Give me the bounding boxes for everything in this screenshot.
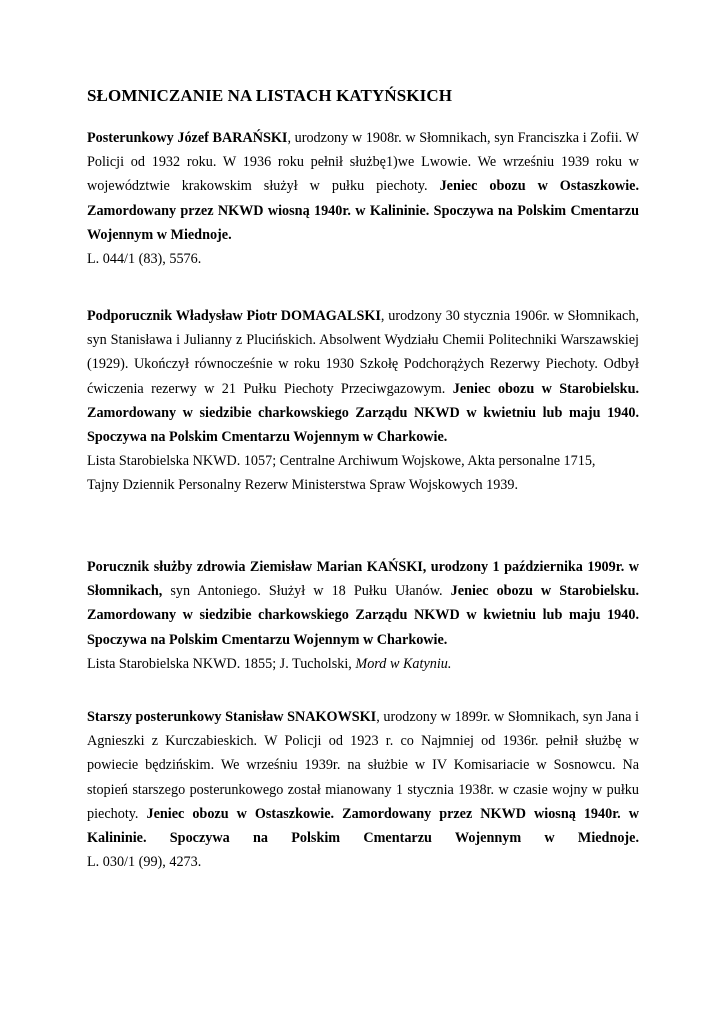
entry-name: Podporucznik Władysław Piotr DOMAGALSKI bbox=[87, 308, 381, 324]
entry-name: Starszy posterunkowy Stanisław SNAKOWSKI bbox=[87, 709, 377, 725]
entry-snakowski bbox=[87, 705, 639, 874]
entry-domagalski bbox=[87, 304, 639, 498]
entry-source bbox=[87, 652, 639, 676]
entry-source: Lista Starobielska NKWD. 1057; Centralne Archiwum Wojskowe, Akta personalne 1715, bbox=[87, 453, 596, 470]
entry-text: , urodzony w 1899r. w Słomnikach, syn Jana i Agnieszki z Kurczabieskich. W Policji od 1923 r. co Najmniej od 1936r. pełnił służbę w powiecie będzińskim. We wrześniu 1939r. na służbie w IV Komisariacie w Sosnowcu. Na stopień starszego posterunkowego został mianowany 1 stycznia 1938r. w czasie wojny w pułku piechoty. bbox=[87, 709, 639, 822]
entry-body bbox=[87, 126, 639, 247]
entry-source-title: Mord w Katyniu. bbox=[355, 655, 452, 672]
document-title: SŁOMNICZANIE NA LISTACH KATYŃSKICH bbox=[87, 86, 453, 105]
entry-text: , urodzony w 1908r. w Słomnikach, syn Franciszka i Zofii. W Policji od 1932 roku. W 1936 roku pełnił służbę1)we Lwowie. We wrześniu 1939 roku w województwie krakowskim służył w pułku piechoty. bbox=[87, 130, 640, 195]
entry-fate: Jeniec obozu w Starobielsku. Zamordowany w siedzibie charkowskiego Zarządu NKWD w kwietniu lub maju 1940. Spoczywa na Polskim Cmentarzu Wojennym w Charkowie. bbox=[87, 583, 640, 648]
entry-name: Posterunkowy Józef BARAŃSKI bbox=[87, 130, 288, 146]
entry-source-text: Lista Starobielska NKWD. 1855; J. Tucholski, bbox=[87, 655, 356, 672]
entry-source: L. 030/1 (99), 4273. bbox=[87, 854, 202, 871]
entry-text: , urodzony 30 stycznia 1906r. w Słomnikach, syn Stanisława i Julianny z Plucińskich. Absolwent Wydziału Chemii Politechniki Warszawskiej (1929). Ukończył równocześnie w roku 1930 Szkołę Podchorążych Rezerwy Piechoty. Odbył ćwiczenia rezerwy w 21 Pułku Piechoty Przeciwgazowym. bbox=[87, 308, 639, 397]
entry-fate: Jeniec obozu w Ostaszkowie. Zamordowany przez NKWD wiosną 1940r. w Kalininie. Spoczywa na Polskim Cmentarzu Wojennym w Miednoje. bbox=[87, 178, 639, 243]
entry-body bbox=[87, 705, 639, 850]
entry-source: L. 044/1 (83), 5576. bbox=[87, 251, 202, 268]
entry-kanski bbox=[87, 555, 639, 676]
entry-name: Porucznik służby zdrowia Ziemisław Marian KAŃSKI, urodzony 1 października 1909r. w Słomnikach, bbox=[87, 559, 639, 600]
entry-text: syn Antoniego. Służył w 18 Pułku Ułanów. bbox=[162, 583, 451, 600]
entry-body bbox=[87, 555, 639, 652]
entry-fate: Jeniec obozu w Starobielsku. Zamordowany w siedzibie charkowskiego Zarządu NKWD w kwietniu lub maju 1940. Spoczywa na Polskim Cmentarzu Wojennym w Charkowie. bbox=[87, 380, 640, 446]
entry-source: Tajny Dziennik Personalny Rezerw Ministerstwa Spraw Wojskowych 1939. bbox=[87, 477, 519, 494]
entry-body bbox=[87, 304, 639, 449]
entry-fate: Jeniec obozu w Ostaszkowie. Zamordowany przez NKWD wiosną 1940r. w Kalininie. Spoczywa na Polskim Cmentarzu Wojennym w Miednoje. bbox=[87, 805, 639, 847]
entry-baranski bbox=[87, 126, 639, 271]
